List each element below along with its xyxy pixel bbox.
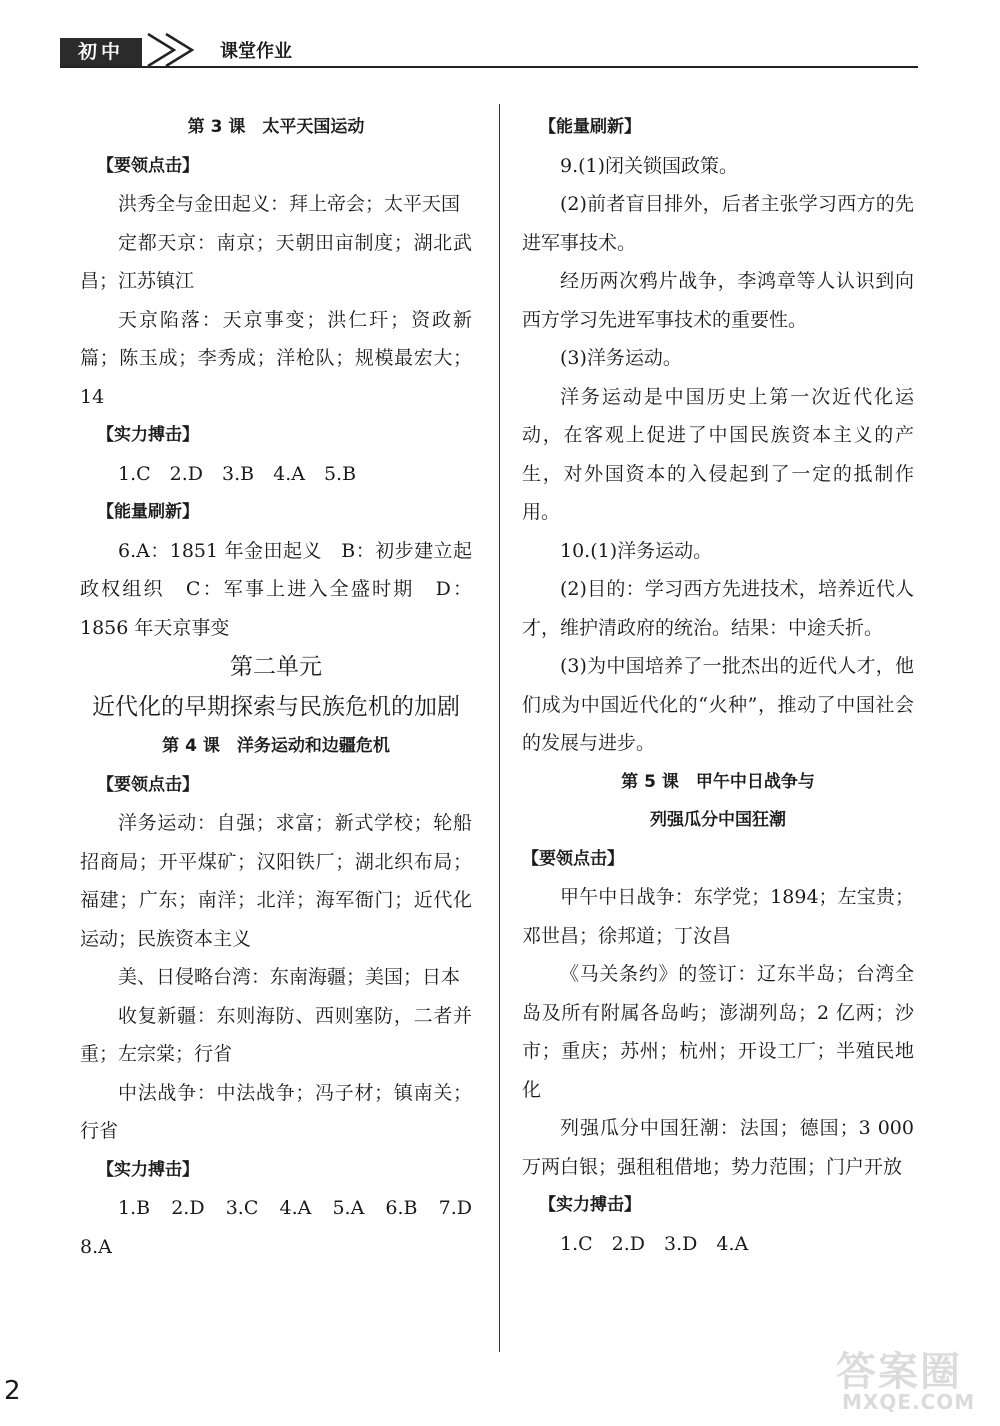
answer-paragraph: 《马关条约》的签订：辽东半岛；台湾全岛及所有附属各岛屿；澎湖列岛；2 亿两；沙市；重庆；苏州；杭州；开设工厂；半殖民地化 [522, 963, 914, 1101]
section-heading: 【要领点击】 [97, 774, 199, 795]
answer-paragraph: 洋务运动是中国历史上第一次近代化运动，在客观上促进了中国民族资本主义的产生，对外国资本的入侵起到了一定的抵制作用。 [522, 385, 914, 523]
answer-paragraph: (2)前者盲目排外，后者主张学习西方的先进军事技术。 [522, 193, 914, 254]
header-tab: 初中 [60, 38, 142, 66]
section-heading: 【实力搏击】 [539, 1195, 641, 1215]
answer-paragraph: (2)目的：学习西方先进技术，培养近代人才，维护清政府的统治。结果：中途夭折。 [522, 578, 914, 639]
answer-paragraph: (3)为中国培养了一批杰出的近代人才，他们成为中国近代化的“火种”，推动了中国社会的发展与进步。 [522, 655, 914, 754]
page-number: 2 [4, 1376, 21, 1406]
lesson-title: 第 4 课 洋务运动和边疆危机 [162, 736, 390, 756]
answer-paragraph: 1.C 2.D 3.D 4.A [560, 1232, 749, 1255]
lesson-title: 第 5 课 甲午中日战争与 [621, 771, 815, 792]
answer-paragraph: 定都天京：南京；天朝田亩制度；湖北武昌；江苏镇江 [80, 231, 472, 292]
page-header [60, 32, 920, 68]
section-heading: 【要领点击】 [522, 848, 624, 869]
section-heading: 【要领点击】 [97, 155, 199, 176]
lesson-title: 列强瓜分中国狂潮 [650, 810, 786, 830]
header-title: 课堂作业 [220, 41, 292, 62]
answer-paragraph: 经历两次鸦片战争，李鸿章等人认识到向西方学习先进军事技术的重要性。 [522, 270, 914, 331]
section-heading: 【能量刷新】 [539, 117, 641, 137]
answer-paragraph: 美、日侵略台湾：东南海疆；美国；日本 [118, 966, 461, 988]
answer-paragraph: 列强瓜分中国狂潮：法国；德国；3 000万两白银；强租租借地；势力范围；门户开放 [522, 1117, 914, 1178]
lesson-title: 第 3 课 太平天国运动 [187, 117, 365, 137]
section-heading: 【实力搏击】 [97, 1159, 199, 1180]
answer-paragraph: 洋务运动：自强；求富；新式学校；轮船招商局；开平煤矿；汉阳铁厂；湖北织布局；福建；广东；南洋；北洋；海军衙门；近代化运动；民族资本主义 [80, 812, 472, 950]
watermark-logo: 答案圈 MXQE.COM [836, 1349, 976, 1414]
column-divider [499, 104, 500, 1352]
left-column [80, 108, 492, 1266]
answer-paragraph: 中法战争：中法战争；冯子材；镇南关；行省 [80, 1081, 472, 1142]
answer-paragraph: 1.B 2.D 3.C 4.A 5.A 6.B 7.D 8.A [80, 1197, 492, 1258]
section-heading: 【能量刷新】 [97, 502, 199, 522]
answer-paragraph: 甲午中日战争：东学党；1894；左宝贵；邓世昌；徐邦道；丁汝昌 [522, 886, 914, 947]
answer-paragraph: (3)洋务运动。 [560, 347, 682, 369]
answer-paragraph: 6.A：1851 年金田起义 B：初步建立起政权组织 C：军事上进入全盛时期 D：1856 年天京事变 [80, 539, 472, 639]
answer-paragraph: 1.C 2.D 3.B 4.A 5.B [118, 462, 357, 485]
answer-paragraph: 10.(1)洋务运动。 [560, 539, 713, 562]
unit-title: 近代化的早期探索与民族危机的加剧 [92, 694, 460, 720]
section-heading: 【实力搏击】 [97, 425, 199, 445]
header-rule [60, 66, 918, 68]
answer-paragraph: 天京陷落：天京事变；洪仁玕；资政新篇；陈玉成；李秀成；洋枪队；规模最宏大；14 [80, 308, 472, 408]
answer-paragraph: 收复新疆：东则海防、西则塞防，二者并重；左宗棠；行省 [80, 1004, 472, 1065]
double-chevron-icon [144, 32, 214, 68]
right-column [522, 108, 914, 1263]
unit-title: 第二单元 [230, 654, 322, 680]
answer-paragraph: 洪秀全与金田起义：拜上帝会；太平天国 [118, 193, 461, 215]
answer-paragraph: 9.(1)闭关锁国政策。 [560, 154, 739, 177]
